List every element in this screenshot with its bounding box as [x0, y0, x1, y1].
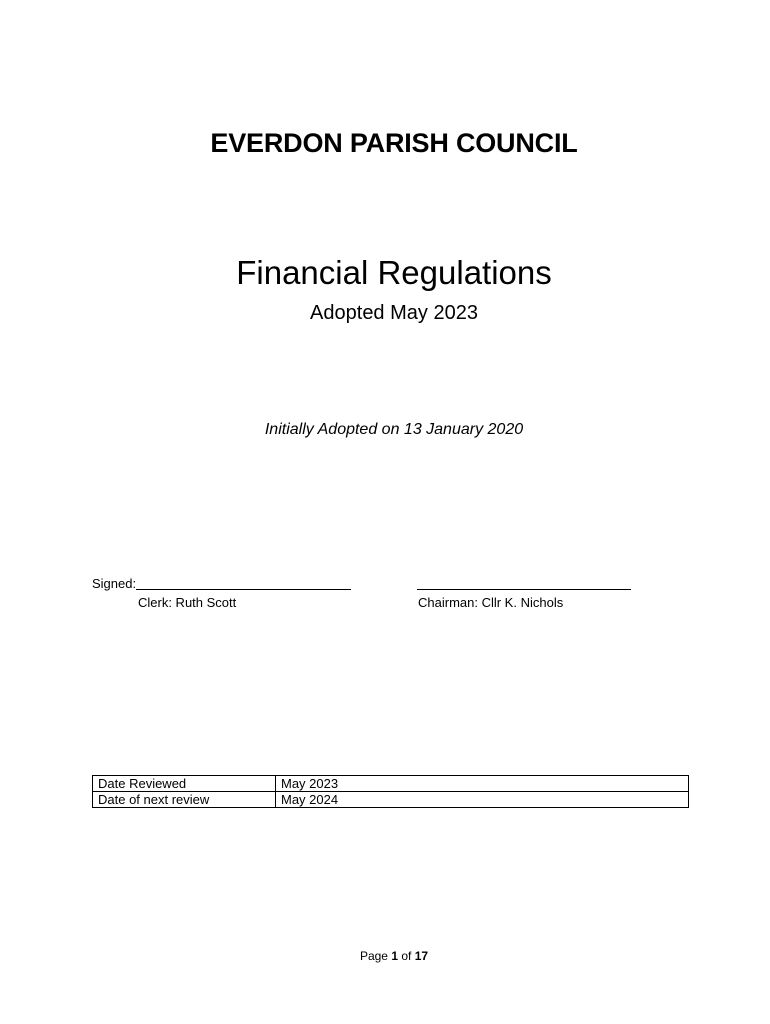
chairman-signature-line — [417, 589, 631, 590]
signed-label: Signed: — [92, 576, 137, 591]
table-row — [93, 776, 689, 792]
review-label: Date of next review — [93, 792, 276, 808]
document-title: Financial Regulations — [236, 254, 552, 291]
table-row — [93, 792, 689, 808]
initially-adopted-note: Initially Adopted on 13 January 2020 — [264, 421, 524, 438]
adopted-date: Adopted May 2023 — [310, 302, 478, 324]
organisation-name: EVERDON PARISH COUNCIL — [210, 128, 578, 158]
current-page-number: 1 — [391, 949, 398, 963]
total-pages-number: 17 — [414, 949, 429, 963]
review-table — [92, 775, 689, 808]
review-label: Date Reviewed — [93, 776, 276, 792]
page-footer — [0, 949, 770, 963]
review-value: May 2023 — [276, 776, 689, 792]
clerk-name: Clerk: Ruth Scott — [138, 595, 237, 610]
chairman-name: Chairman: Cllr K. Nichols — [418, 595, 564, 610]
review-value: May 2024 — [276, 792, 689, 808]
clerk-signature-line — [136, 589, 351, 590]
of-word: of — [401, 949, 412, 963]
page-word: Page — [359, 949, 388, 963]
